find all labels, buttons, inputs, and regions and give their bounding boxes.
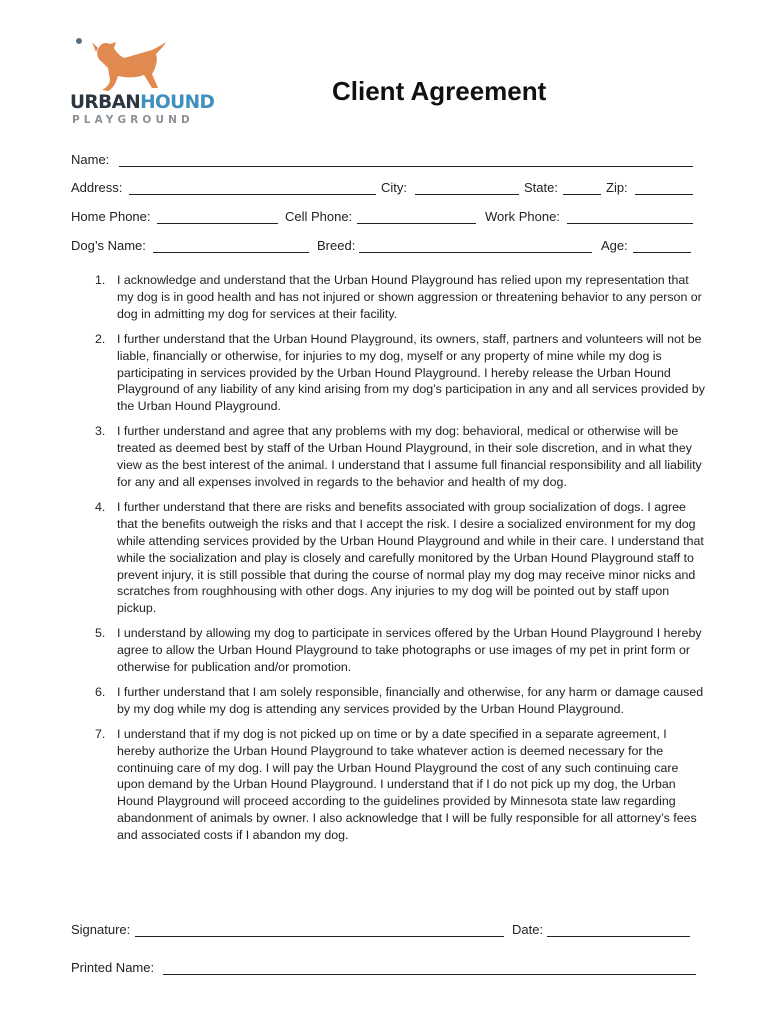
zip-field[interactable]	[635, 194, 693, 195]
home-phone-field[interactable]	[157, 223, 278, 224]
term-number: 4.	[95, 499, 106, 514]
printed-name-label: Printed Name:	[71, 960, 155, 975]
logo-wordmark	[70, 93, 214, 113]
signature-label: Signature:	[71, 922, 131, 937]
city-label: City:	[381, 180, 407, 195]
logo-playground-text: PLAYGROUND	[72, 114, 194, 126]
logo-dot	[76, 38, 82, 44]
term-text: I further understand and agree that any problems with my dog: behavioral, medical or otherwise will be treated as deemed best by staff of the Urban Hound Playground, in their sole discretion, and in what they view as the best interest of the animal. I understand that I assume full financial responsibility and all liability for any and all expenses involved in regards to the behavior and health of my dog.	[117, 424, 702, 489]
name-row	[71, 152, 696, 172]
age-field[interactable]	[633, 252, 691, 253]
logo-hound-text: HOUND	[140, 92, 215, 113]
breed-label: Breed:	[317, 238, 356, 253]
printed-name-field[interactable]	[163, 974, 696, 975]
term-item	[95, 684, 705, 718]
date-field[interactable]	[547, 936, 690, 937]
term-item	[95, 499, 705, 617]
work-phone-label: Work Phone:	[485, 209, 560, 224]
term-text: I further understand that there are risks and benefits associated with group socialization of dogs. I agree that the benefits outweigh the risks and that I accept the risk. I desire a socialized environment for my dog while attending services provided by the Urban Hound Playground and while in their care. I understand that while the socialization and play is closely and carefully monitored by the Urban Hound Playground staff to prevent injury, it is still possible that during the course of normal play my dog may receive minor nicks and scratches from roughhousing with other dogs. Any injuries to my dog will be pointed out by staff upon pickup.	[117, 499, 704, 616]
phone-row	[71, 209, 696, 229]
work-phone-field[interactable]	[567, 223, 693, 224]
term-text: I further understand that I am solely responsible, financially and otherwise, for any harm or damage caused by my dog while my dog is attending any services provided by the Urban Hound Playground.	[117, 684, 704, 716]
term-item	[95, 423, 705, 491]
signature-field[interactable]	[135, 936, 504, 937]
term-number: 1.	[95, 273, 106, 287]
cell-phone-field[interactable]	[357, 223, 476, 224]
page-title: Client Agreement	[332, 76, 547, 106]
city-field[interactable]	[415, 194, 519, 195]
dog-silhouette-icon	[90, 38, 170, 94]
term-text: I understand that if my dog is not picked up on time or by a date specified in a separate agreement, I hereby authorize the Urban Hound Playground to take whatever action is deemed necessary for the continuing care of my dog. I will pay the Urban Hound Playground the cost of any such continuing care upon demand by the Urban Hound Playground. I understand that if I do not pick up my dog, the Urban Hound Playground will proceed according to the guidelines provided by Minnesota state law regarding abandonment of animals by owner. I also acknowledge that I will be fully responsible for all attorney’s fees and associated costs if I abandon my dog.	[117, 726, 697, 843]
zip-label: Zip:	[606, 180, 628, 195]
address-label: Address:	[71, 180, 123, 195]
logo-urban-text: URBAN	[70, 92, 141, 113]
term-item	[95, 726, 705, 844]
dogs-name-label: Dog’s Name:	[71, 238, 146, 253]
term-number: 2.	[95, 331, 106, 346]
address-field[interactable]	[129, 194, 376, 195]
state-label: State:	[524, 180, 558, 195]
dog-row	[71, 238, 696, 258]
agreement-terms-list	[95, 272, 705, 852]
urban-hound-logo	[68, 36, 215, 131]
home-phone-label: Home Phone:	[71, 209, 151, 224]
age-label: Age:	[601, 238, 628, 253]
term-number: 3.	[95, 424, 106, 439]
breed-field[interactable]	[359, 252, 592, 253]
term-text: I acknowledge and understand that the Urban Hound Playground has relied upon my representation that my dog is in good health and has not injured or shown aggression or threatening behavior to any person or dog in admitting my dog for services at their facility.	[117, 273, 702, 321]
term-item	[95, 331, 705, 416]
term-number: 6.	[95, 684, 106, 699]
signature-row	[71, 922, 696, 942]
state-field[interactable]	[563, 194, 601, 195]
term-item	[95, 272, 705, 323]
term-item	[95, 625, 705, 676]
name-field[interactable]	[119, 166, 693, 167]
address-row	[71, 180, 696, 200]
name-label: Name:	[71, 152, 110, 167]
dogs-name-field[interactable]	[153, 252, 309, 253]
term-text: I further understand that the Urban Hound Playground, its owners, staff, partners and volunteers will not be liable, financially or otherwise, for injuries to my dog, myself or any property of mine while my dog is participating in services provided by the Urban Hound Playground. I hereby release the Urban Hound Playground of any liability of any kind arising from my dog’s participation in any and all services provided by the Urban Hound Playground.	[117, 331, 705, 414]
term-text: I understand by allowing my dog to participate in services offered by the Urban Hound Playground I hereby agree to allow the Urban Hound Playground to take photographs or use images of my pet in print form or otherwise for publication and/or promotion.	[117, 626, 702, 675]
term-number: 7.	[95, 726, 106, 741]
cell-phone-label: Cell Phone:	[285, 209, 353, 224]
date-label: Date:	[512, 922, 544, 937]
printed-name-row	[71, 960, 701, 980]
term-number: 5.	[95, 626, 106, 641]
